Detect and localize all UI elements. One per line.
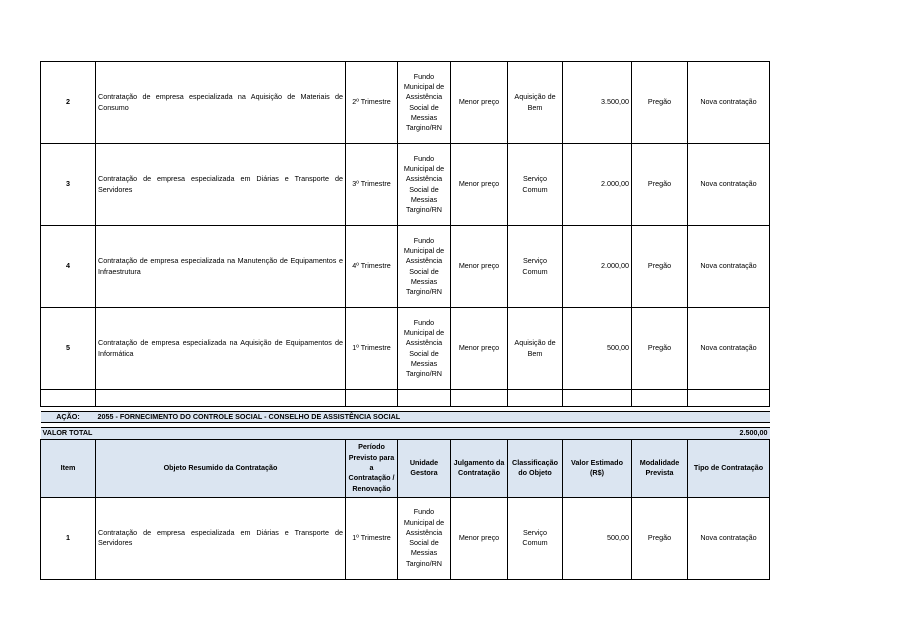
unidade-cell: Fundo Municipal de Assistência Social de Messias Targino/RN xyxy=(398,497,451,579)
periodo-cell: 1º Trimestre xyxy=(346,497,398,579)
classificacao-cell: Aquisição de Bem xyxy=(508,308,563,390)
classificacao-cell: Aquisição de Bem xyxy=(508,62,563,144)
item-cell: 3 xyxy=(41,144,96,226)
acao-label: AÇÃO: xyxy=(41,412,96,423)
tipo-cell: Nova contratação xyxy=(688,497,770,579)
acao-text: 2055 - FORNECIMENTO DO CONTROLE SOCIAL - CONSELHO DE ASSISTÊNCIA SOCIAL xyxy=(96,412,770,423)
unidade-cell: Fundo Municipal de Assistência Social de Messias Targino/RN xyxy=(398,226,451,308)
periodo-cell: 2º Trimestre xyxy=(346,62,398,144)
unidade-cell: Fundo Municipal de Assistência Social de Messias Targino/RN xyxy=(398,144,451,226)
modalidade-cell: Pregão xyxy=(632,226,688,308)
julgamento-cell: Menor preço xyxy=(451,144,508,226)
procurement-plan-sheet xyxy=(40,61,769,580)
modalidade-cell: Pregão xyxy=(632,497,688,579)
header-tipo: Tipo de Contratação xyxy=(688,439,770,497)
valor-cell: 500,00 xyxy=(563,497,632,579)
table-row xyxy=(41,226,770,308)
julgamento-cell: Menor preço xyxy=(451,497,508,579)
classificacao-cell: Serviço Comum xyxy=(508,144,563,226)
julgamento-cell: Menor preço xyxy=(451,308,508,390)
classificacao-cell: Serviço Comum xyxy=(508,497,563,579)
objeto-cell: Contratação de empresa especializada na Aquisição de Equipamentos de Informática xyxy=(96,308,346,390)
unidade-cell: Fundo Municipal de Assistência Social de Messias Targino/RN xyxy=(398,308,451,390)
header-valor: Valor Estimado (R$) xyxy=(563,439,632,497)
periodo-cell: 4º Trimestre xyxy=(346,226,398,308)
item-cell: 2 xyxy=(41,62,96,144)
header-unidade: Unidade Gestora xyxy=(398,439,451,497)
tipo-cell: Nova contratação xyxy=(688,144,770,226)
modalidade-cell: Pregão xyxy=(632,62,688,144)
table-row xyxy=(41,62,770,144)
table-row xyxy=(41,144,770,226)
procurement-table xyxy=(40,61,770,580)
item-cell: 4 xyxy=(41,226,96,308)
header-periodo: Período Previsto para a Contratação / Renovação xyxy=(346,439,398,497)
header-objeto: Objeto Resumido da Contratação xyxy=(96,439,346,497)
valor-cell: 2.000,00 xyxy=(563,144,632,226)
valor-cell: 2.000,00 xyxy=(563,226,632,308)
valor-cell: 500,00 xyxy=(563,308,632,390)
valor-cell: 3.500,00 xyxy=(563,62,632,144)
acao-row xyxy=(41,412,770,423)
classificacao-cell: Serviço Comum xyxy=(508,226,563,308)
periodo-cell: 3º Trimestre xyxy=(346,144,398,226)
valor-total-row xyxy=(41,428,770,439)
header-modalidade: Modalidade Prevista xyxy=(632,439,688,497)
julgamento-cell: Menor preço xyxy=(451,62,508,144)
unidade-cell: Fundo Municipal de Assistência Social de Messias Targino/RN xyxy=(398,62,451,144)
valor-total-label: VALOR TOTAL xyxy=(41,428,632,439)
tipo-cell: Nova contratação xyxy=(688,62,770,144)
table-row xyxy=(41,308,770,390)
item-cell: 1 xyxy=(41,497,96,579)
tipo-cell: Nova contratação xyxy=(688,226,770,308)
objeto-cell: Contratação de empresa especializada na Aquisição de Materiais de Consumo xyxy=(96,62,346,144)
objeto-cell: Contratação de empresa especializada na Manutenção de Equipamentos e Infraestrutura xyxy=(96,226,346,308)
header-classificacao: Classificação do Objeto xyxy=(508,439,563,497)
table-row xyxy=(41,497,770,579)
julgamento-cell: Menor preço xyxy=(451,226,508,308)
blank-row xyxy=(41,390,770,407)
modalidade-cell: Pregão xyxy=(632,308,688,390)
header-item: Item xyxy=(41,439,96,497)
objeto-cell: Contratação de empresa especializada em Diárias e Transporte de Servidores xyxy=(96,144,346,226)
header-row xyxy=(41,439,770,497)
valor-total-value: 2.500,00 xyxy=(632,428,770,439)
tipo-cell: Nova contratação xyxy=(688,308,770,390)
item-cell: 5 xyxy=(41,308,96,390)
objeto-cell: Contratação de empresa especializada em Diárias e Transporte de Servidores xyxy=(96,497,346,579)
modalidade-cell: Pregão xyxy=(632,144,688,226)
header-julgamento: Julgamento da Contratação xyxy=(451,439,508,497)
periodo-cell: 1º Trimestre xyxy=(346,308,398,390)
